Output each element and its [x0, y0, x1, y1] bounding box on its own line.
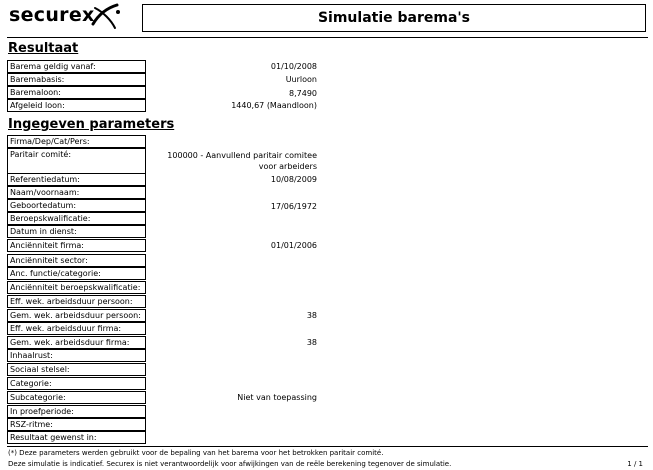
label-baremabasis: Baremabasis: — [7, 73, 146, 86]
value-subcategorie: Niet van toepassing — [237, 393, 317, 402]
value-afgeleid-loon: 1440,67 (Maandloon) — [231, 101, 317, 110]
page-title: Simulatie barema's — [317, 10, 471, 26]
label-anc-functie-categorie: Anc. functie/categorie: — [7, 267, 146, 280]
label-barema-geldig-vanaf: Barema geldig vanaf: — [7, 60, 146, 73]
label-categorie: Categorie: — [7, 377, 146, 390]
logo-text: securex — [9, 4, 95, 26]
label-paritair-comite: Paritair comité: — [7, 148, 146, 174]
label-inhaalrust: Inhaalrust: — [7, 349, 146, 362]
footnote-disclaimer: Deze simulatie is indicatief. Securex is niet verantwoordelijk voor afwijkingen van de reële berekening tegenover de simulatie. — [8, 460, 452, 468]
footer-divider — [7, 446, 648, 447]
title-box — [142, 4, 646, 32]
label-ancienniteit-firma: Anciënniteit firma: — [7, 239, 146, 252]
page-number: 1 / 1 — [627, 460, 643, 468]
label-geboortedatum: Geboortedatum: — [7, 199, 146, 212]
label-rsz-ritme: RSZ-ritme: — [7, 418, 146, 431]
label-beroepskwalificatie: Beroepskwalificatie: — [7, 212, 146, 225]
value-barema-geldig-vanaf: 01/10/2008 — [270, 62, 317, 71]
label-naam-voornaam: Naam/voornaam: — [7, 186, 146, 199]
value-ancienniteit-firma: 01/01/2006 — [270, 241, 317, 250]
label-firma-dep-cat-pers: Firma/Dep/Cat/Pers: — [7, 135, 146, 148]
value-baremaloon: 8,7490 — [289, 89, 317, 98]
label-gem-wek-arbeidsduur-persoon: Gem. wek. arbeidsduur persoon: — [7, 309, 146, 322]
label-gem-wek-arbeidsduur-firma: Gem. wek. arbeidsduur firma: — [7, 336, 146, 349]
value-referentiedatum: 10/08/2009 — [270, 175, 317, 184]
section-title-resultaat: Resultaat — [8, 41, 79, 56]
label-sociaal-stelsel: Sociaal stelsel: — [7, 363, 146, 376]
label-eff-wek-arbeidsduur-firma: Eff. wek. arbeidsduur firma: — [7, 322, 146, 335]
label-eff-wek-arbeidsduur-persoon: Eff. wek. arbeidsduur persoon: — [7, 295, 146, 308]
label-afgeleid-loon: Afgeleid loon: — [7, 99, 146, 112]
label-baremaloon: Baremaloon: — [7, 86, 146, 99]
value-paritair-comite: 100000 - Aanvullend paritair comitee voor arbeiders — [167, 151, 317, 171]
footnote-parameters: (*) Deze parameters werden gebruikt voor de bepaling van het barema voor het betrokken paritair comité. — [8, 449, 384, 457]
value-baremabasis: Uurloon — [285, 75, 317, 84]
label-resultaat-gewenst-in: Resultaat gewenst in: — [7, 431, 146, 444]
section-title-parameters: Ingegeven parameters — [8, 117, 175, 132]
value-gem-wek-arbeidsduur-firma: 38 — [306, 338, 317, 347]
securex-logo — [9, 4, 129, 30]
value-gem-wek-arbeidsduur-persoon: 38 — [306, 311, 317, 320]
label-referentiedatum: Referentiedatum: — [7, 173, 146, 186]
label-ancienniteit-beroepskwalificatie: Anciënniteit beroepskwalificatie: — [7, 281, 146, 294]
label-datum-in-dienst: Datum in dienst: — [7, 225, 146, 238]
header-divider — [7, 37, 648, 38]
label-in-proefperiode: In proefperiode: — [7, 405, 146, 418]
label-subcategorie: Subcategorie: — [7, 391, 146, 404]
label-ancienniteit-sector: Anciënniteit sector: — [7, 254, 146, 267]
logo-swoosh-icon — [89, 2, 129, 32]
value-geboortedatum: 17/06/1972 — [270, 202, 317, 211]
